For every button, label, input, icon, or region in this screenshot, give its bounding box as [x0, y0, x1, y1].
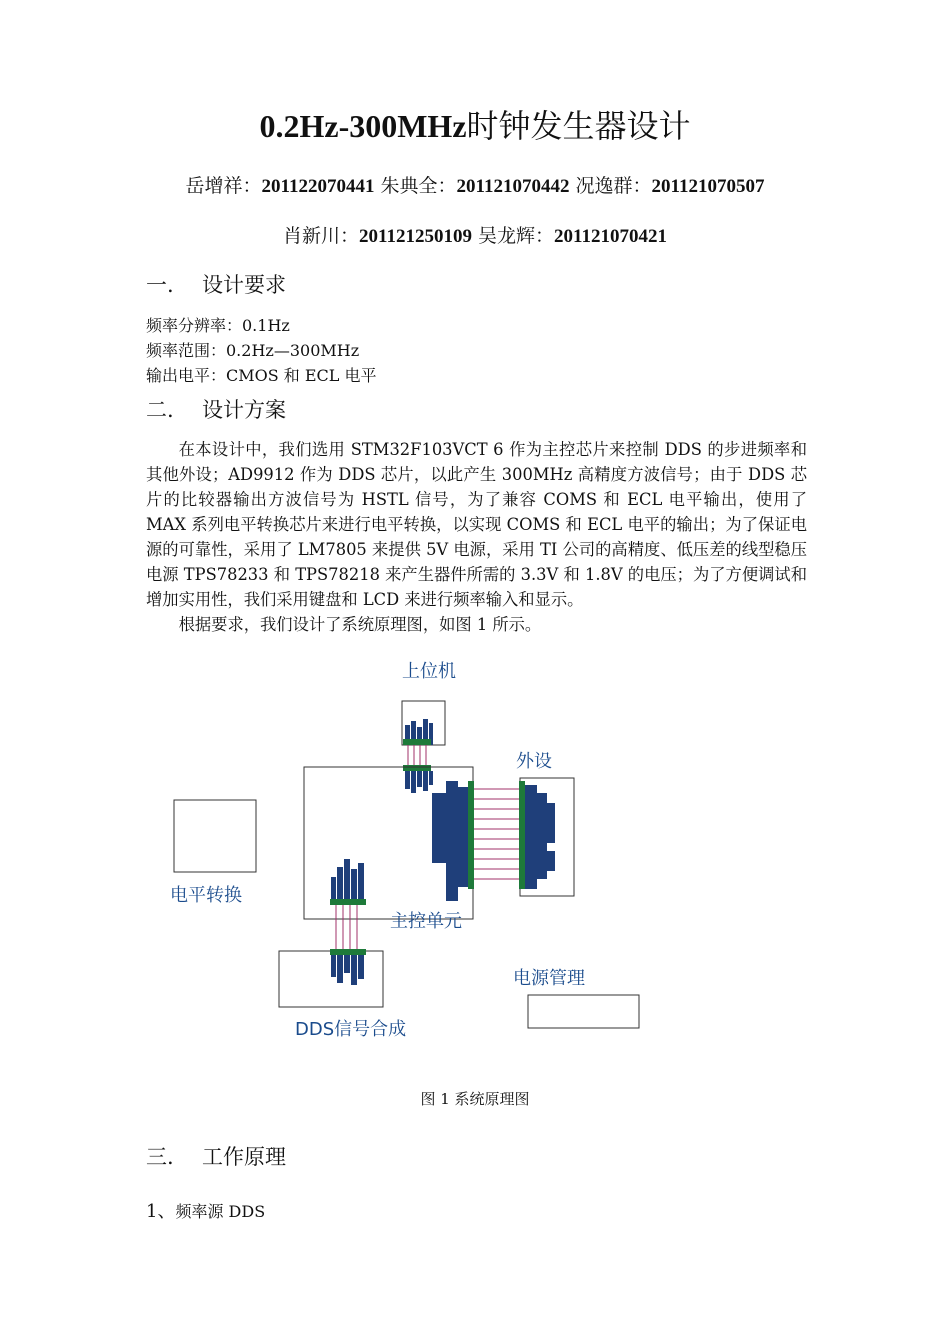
- dds-bus: [336, 905, 357, 951]
- main-ctrl-top-connector: [405, 771, 433, 793]
- label-dds: DDS信号合成: [295, 1019, 407, 1040]
- authors-line-1: 岳增祥：201122070441 朱典全：201121070442 况逸群：201121070507: [185, 175, 765, 197]
- scheme-body: [146, 437, 807, 637]
- section-heading-3: 三. 工作原理: [146, 1145, 286, 1169]
- label-main-ctrl: 主控单元: [390, 911, 462, 932]
- peripheral-left-bar: [519, 781, 525, 889]
- label-power: 电源管理: [513, 968, 585, 989]
- peripheral-bus: [474, 789, 520, 879]
- requirement-item: 频率范围：0.2Hz—300MHz: [146, 341, 360, 360]
- authors-line-2: 肖新川：201121250109 吴龙辉：201121070421: [283, 225, 667, 247]
- dds-connector: [331, 955, 364, 985]
- system-diagram: [0, 655, 950, 1055]
- label-host: 上位机: [402, 661, 456, 682]
- scheme-paragraph-1: 在本设计中，我们选用 STM32F103VCT 6 作为主控芯片来控制 DDS 的步进频率和其他外设；AD9912 作为 DDS 芯片，以此产生 300MHz 高精度方波信号；由于 DDS 芯片的比较器输出方波信号为 HSTL 信号，为了兼容 COMS 和 ECL 电平输出，使用了 MAX 系列电平转换芯片来进行电平转换，以实现 COMS 和 ECL 电平的输出；为了保证电源的可靠性，采用了 LM7805 来提供 5V 电源，采用 TI 公司的高精度、低压差的线型稳压电源 TPS78233 和 TPS78218 来产生器件所需的 3.3V 和 1.8V 的电压；为了方便调试和增加实用性，我们采用键盘和 LCD 来进行频率输入和显示。: [146, 440, 807, 609]
- page-title: 0.2Hz-300MHz时钟发生器设计: [259, 107, 691, 145]
- main-ctrl-right-bar: [468, 781, 474, 889]
- figure-caption: 图 1 系统原理图: [420, 1090, 530, 1108]
- level-convert-box: [174, 800, 256, 872]
- main-ctrl-bottom-bar: [330, 899, 366, 905]
- requirement-item: 频率分辨率：0.1Hz: [146, 316, 290, 335]
- dds-top-bar: [330, 949, 366, 955]
- host-bus: [408, 745, 426, 767]
- section-heading-1: 一. 设计要求: [146, 273, 286, 297]
- main-ctrl-right-connector: [432, 781, 468, 901]
- label-level-convert: 电平转换: [170, 885, 242, 906]
- main-ctrl-left-connector: [331, 859, 364, 899]
- host-bar-top: [403, 739, 431, 745]
- subsection-heading-1: 1、频率源 DDS: [146, 1201, 266, 1222]
- scheme-paragraph-2: 根据要求，我们设计了系统原理图，如图 1 所示。: [178, 615, 542, 634]
- section-heading-2: 二. 设计方案: [146, 398, 286, 422]
- requirement-item: 输出电平：CMOS 和 ECL 电平: [146, 366, 377, 385]
- power-box: [528, 995, 639, 1028]
- peripheral-connector: [525, 785, 555, 889]
- requirements-list: [146, 313, 377, 388]
- label-peripheral: 外设: [516, 751, 552, 772]
- host-bar-bottom: [403, 765, 431, 771]
